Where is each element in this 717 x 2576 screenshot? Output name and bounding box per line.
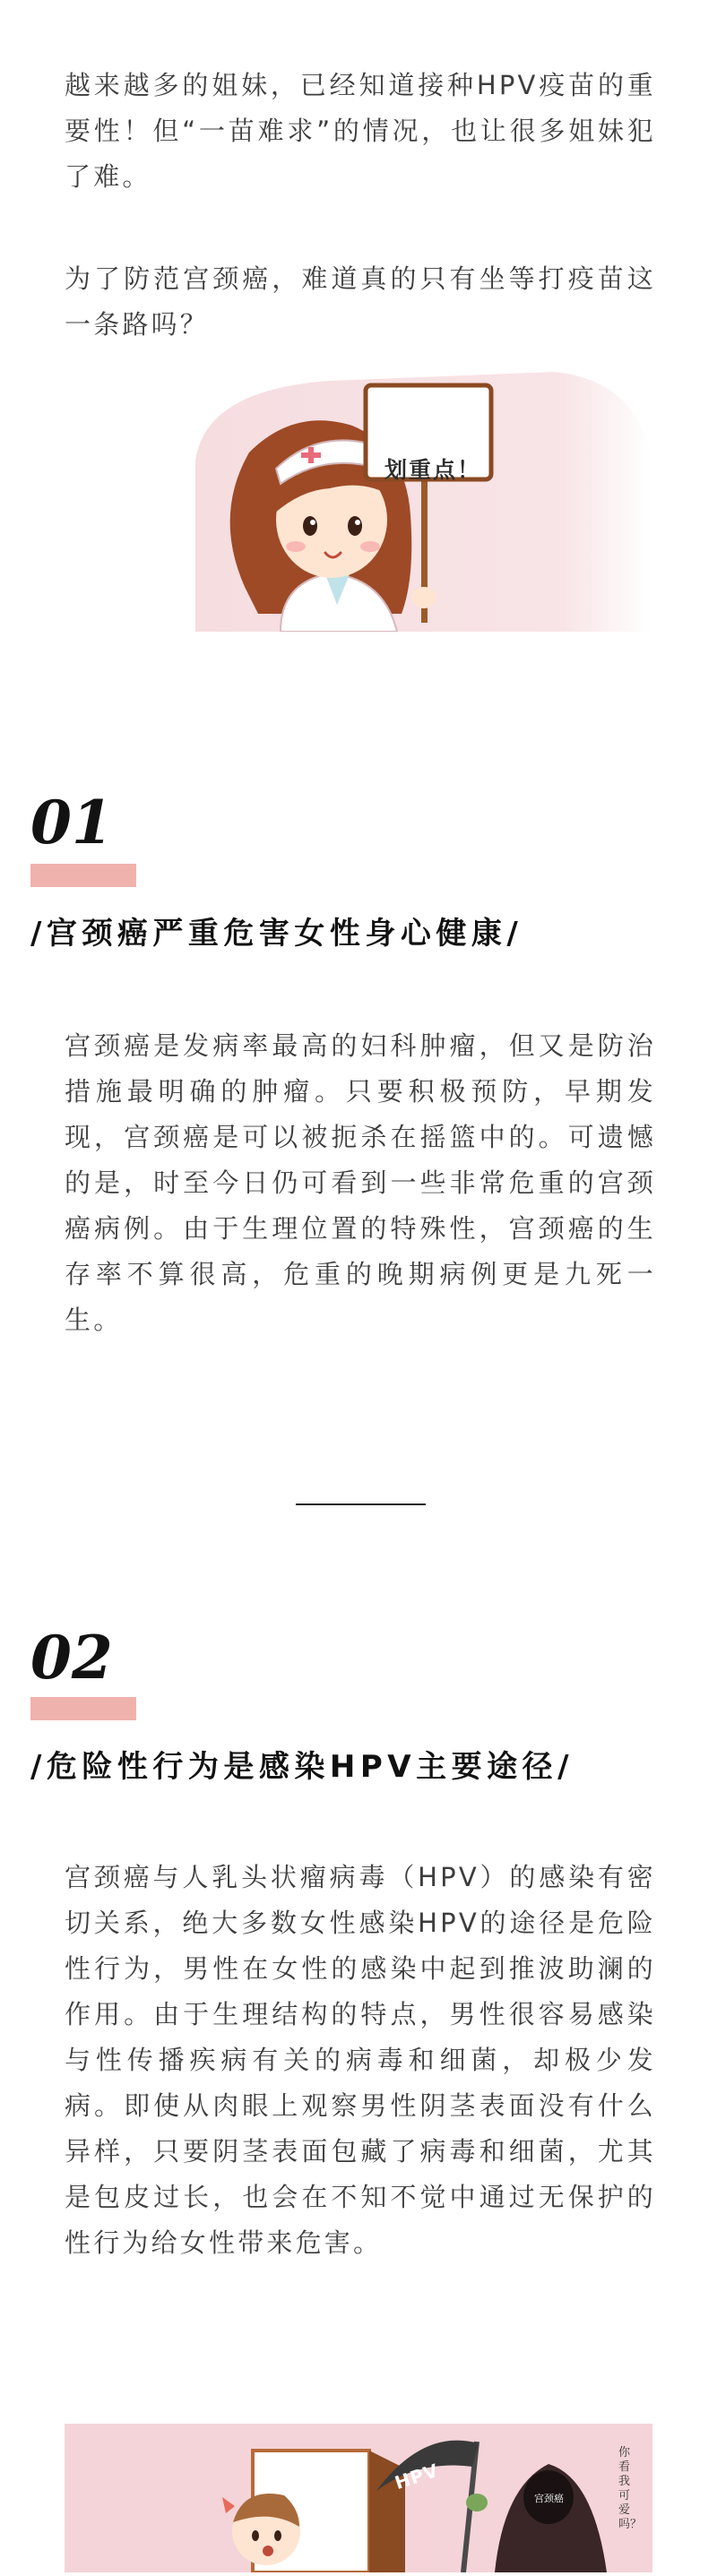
scythe-label: HPV — [392, 2459, 442, 2494]
speech-text: 你看我可爱吗？ — [618, 2446, 643, 2531]
intro-paragraph-1: 越来越多的姐妹，已经知道接种HPV疫苗的重要性！但“一苗难求”的情况，也让很多姐妹犯了难。 — [65, 70, 656, 192]
section-number-bar-02 — [30, 1697, 136, 1720]
sign-text: 划重点！ — [384, 457, 481, 483]
section-number-bar-01 — [30, 864, 136, 887]
intro-paragraph-2: 为了防范宫颈癌，难道真的只有坐等打疫苗这一条路吗？ — [65, 263, 656, 340]
section-heading-02: /危险性行为是感染HPV主要途径/ — [30, 1749, 574, 1785]
section-heading-01: /宫颈癌严重危害女性身心健康/ — [30, 916, 523, 952]
section-number-02: 02 — [30, 1623, 113, 1693]
nurse-illustration — [195, 363, 652, 632]
section-divider — [296, 1503, 426, 1505]
reaper-label: 宫颈癌 — [534, 2493, 564, 2504]
section-body-02: 宫颈癌与人乳头状瘤病毒（HPV）的感染有密切关系，绝大多数女性感染HPV的途径是危险性行为，男性在女性的感染中起到推波助澜的作用。由于生理结构的特点，男性很容易感染与性传播疾病有关的病毒和细菌，却极少发病。即使从肉眼上观察男性阴茎表面没有什么异样，只要阴茎表面包藏了病毒和细菌，尤其是包皮过长，也会在不知不觉中通过无保护的性行为给女性带来危害。 — [65, 1862, 656, 2258]
hpv-reaper-illustration — [65, 2424, 652, 2572]
section-number-01: 01 — [30, 788, 113, 857]
section-body-01: 宫颈癌是发病率最高的妇科肿瘤，但又是防治措施最明确的肿瘤。只要积极预防，早期发现，宫颈癌是可以被扼杀在摇篮中的。可遗憾的是，时至今日仍可看到一些非常危重的宫颈癌病例。由于生理位置的特殊性，宫颈癌的生存率不算很高，危重的晚期病例更是九死一生。 — [65, 1030, 656, 1335]
